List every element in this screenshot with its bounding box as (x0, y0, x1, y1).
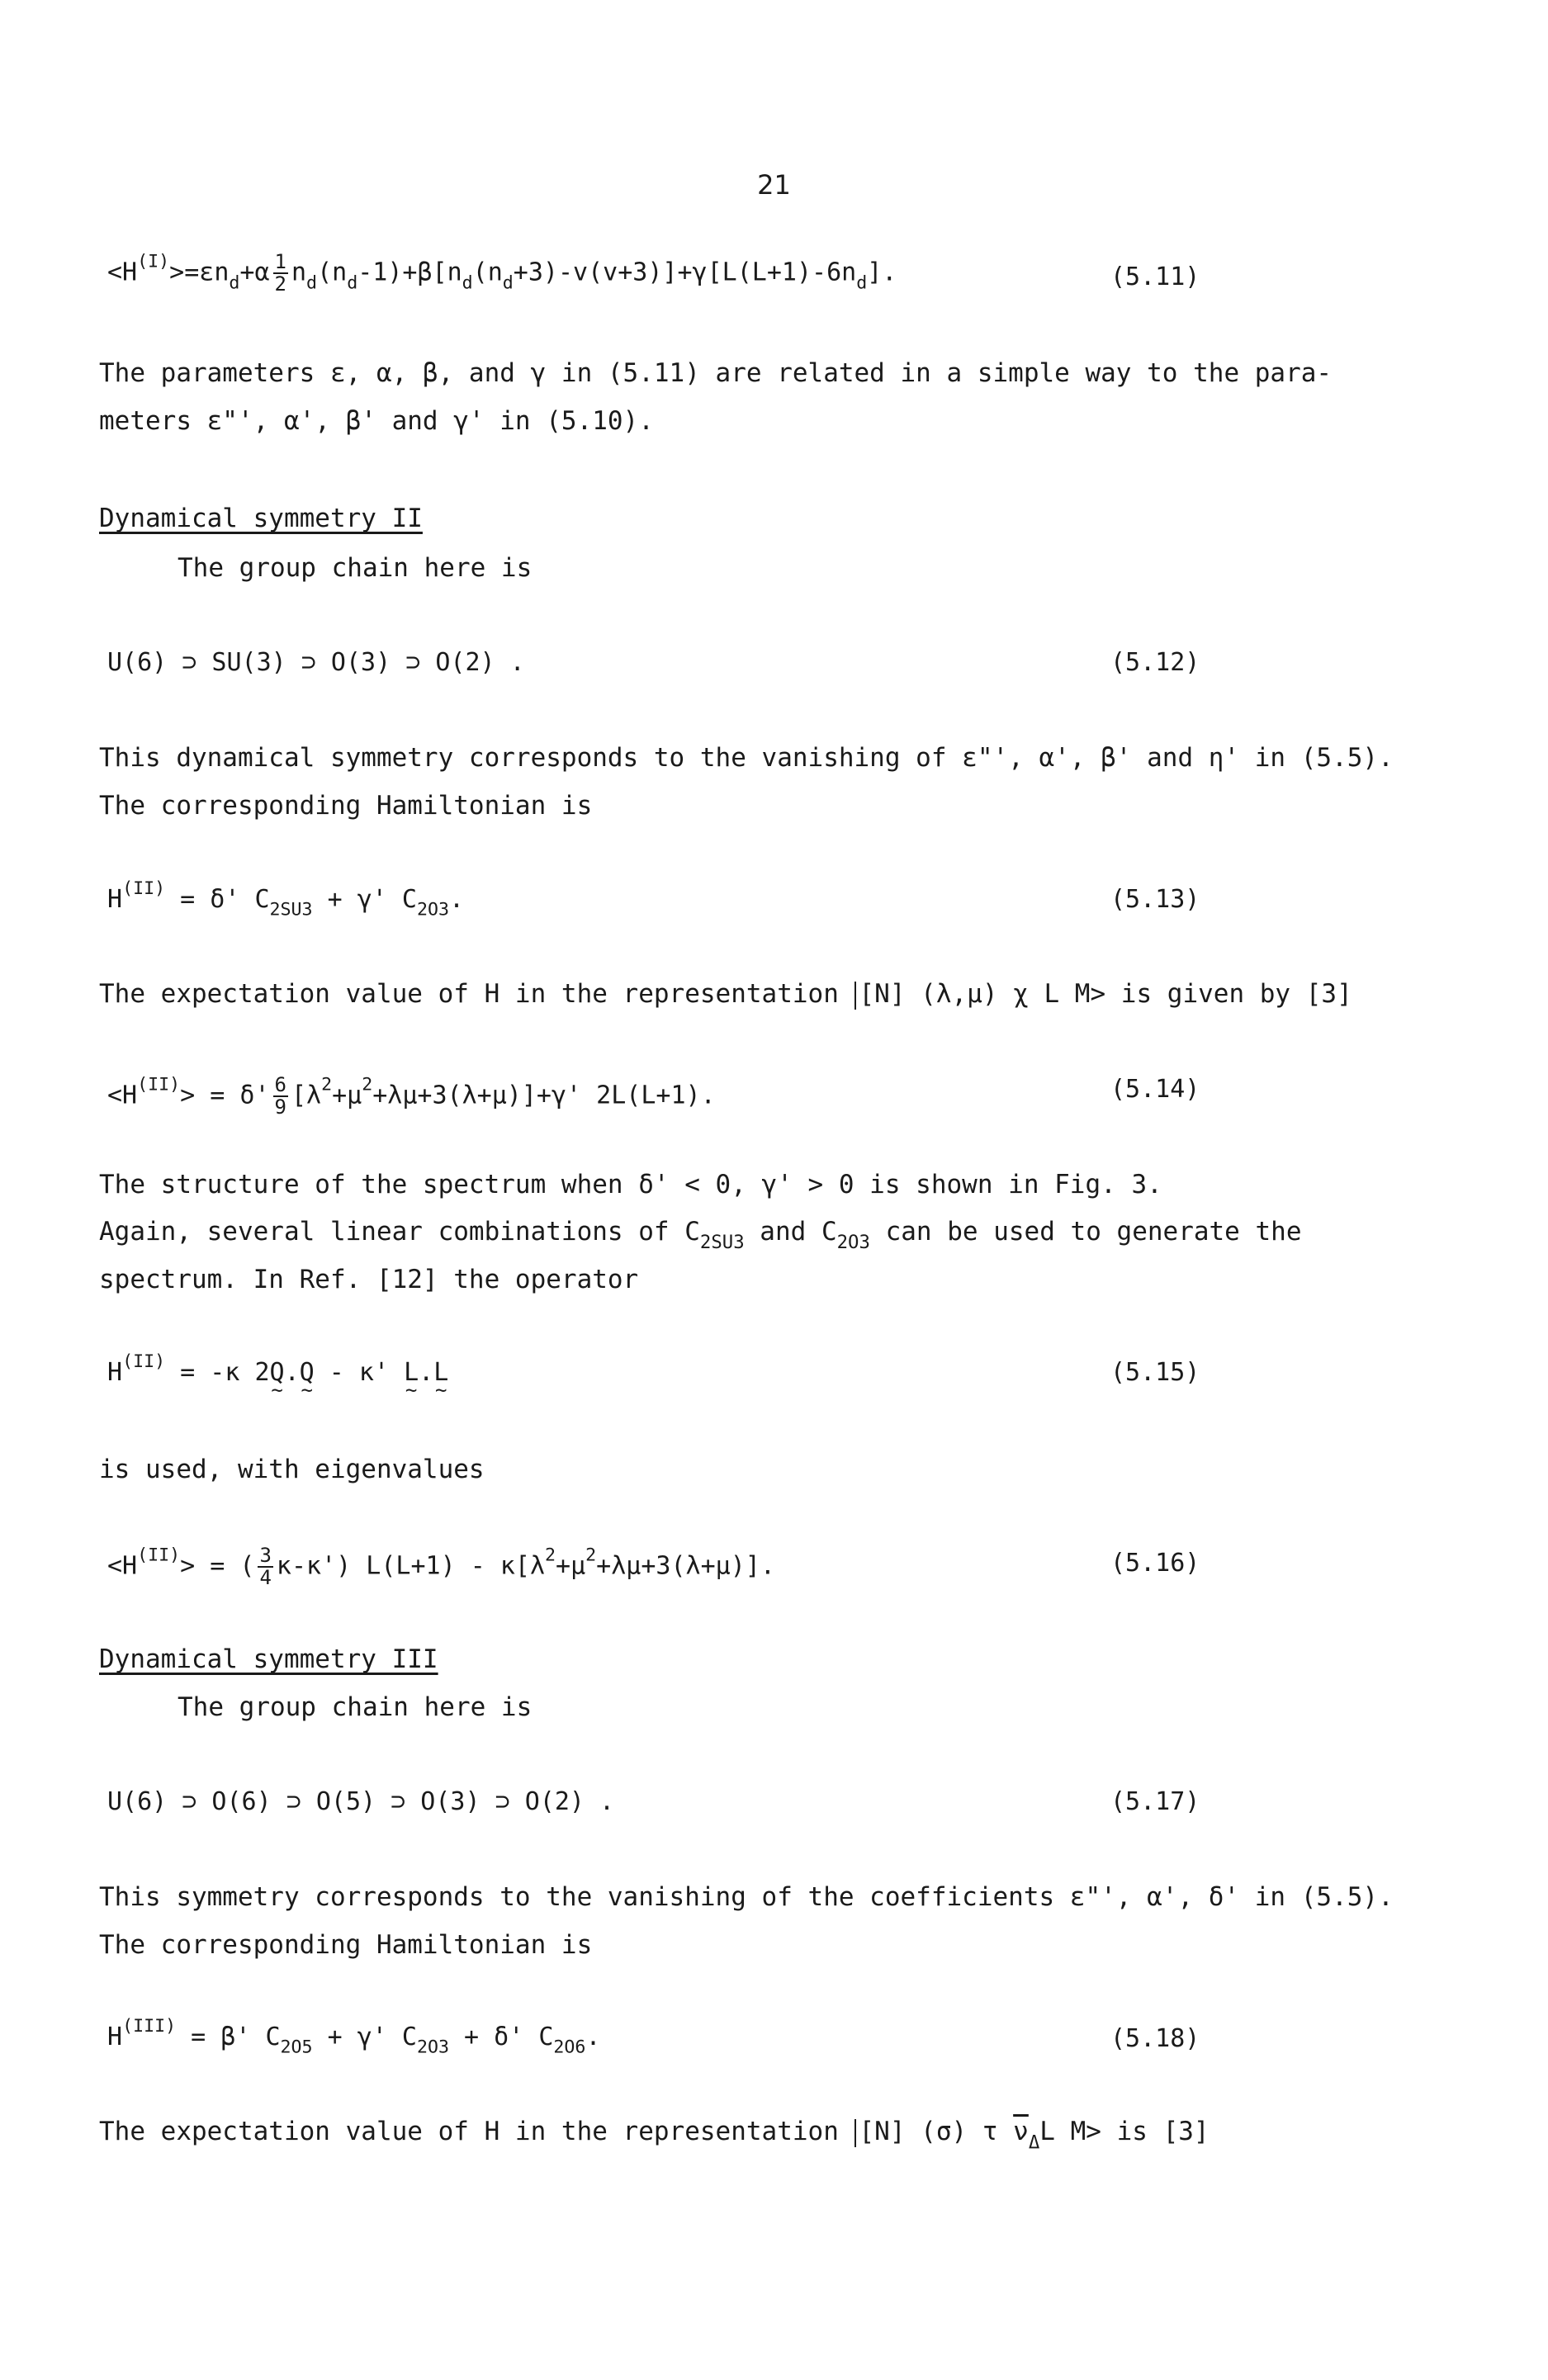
fraction: $\frac{1}{2}$ (274, 250, 286, 296)
paragraph-line: Again, several linear combinations of $C_{2SU3}$ and $C_{2O3}$ can be used to generate the (99, 1217, 1302, 1254)
paragraph-line: The corresponding Hamiltonian is (99, 1930, 593, 1960)
equation-5-14: $<H^{(II)}> = \delta'$ $\frac{6}{9}$ $[\lambda^2+\mu^2+\lambda\mu+3(\lambda+\mu)]+\gamma'$ 2L(L+1). (107, 1073, 716, 1119)
equation-5-13: $H^{(II)} = \delta'$ $C_{2SU3} + \gamma'$ $C_{2O3}$. (107, 878, 465, 920)
section-heading-dynamical-symmetry-iii: Dynamical symmetry III (99, 1644, 438, 1674)
page-number: 21 (757, 169, 791, 201)
paragraph-line: The parameters ε, α, β, and γ in (5.11) are related in a simple way to the para- (99, 358, 1333, 388)
equation-number: (5.17) (1110, 1787, 1200, 1816)
vertical-bar (854, 2119, 856, 2147)
section-heading-dynamical-symmetry-ii: Dynamical symmetry II (99, 504, 423, 533)
paragraph-line: The expectation value of H in the representation [N] (σ) τ $\overline{\nu}_\Delta L$ M> is [3] (99, 2117, 1210, 2154)
paragraph-line: The structure of the spectrum when δ' < 0, γ' > 0 is shown in Fig. 3. (99, 1170, 1162, 1199)
equation-number: (5.18) (1110, 2024, 1200, 2053)
equation-5-15: $H^{(II)} = -\kappa$ 2Q ~.Q ~ - κ' L ~.L ~ (107, 1358, 448, 1387)
paragraph-line: is used, with eigenvalues (99, 1455, 485, 1484)
paragraph-line: The group chain here is (178, 1692, 533, 1722)
paragraph-line: The group chain here is (178, 553, 533, 583)
equation-5-16: $<H^{(II)}>$ = ( $\frac{3}{4}$ κ-κ') $L(L+1) - \kappa[\lambda^2+\mu^2+\lambda\mu+3(\lambda+\mu)]$. (107, 1544, 775, 1590)
equation-number: (5.14) (1110, 1075, 1200, 1104)
paragraph-line: meters ε"', α', β' and γ' in (5.10). (99, 406, 654, 436)
equation-number: (5.11) (1110, 263, 1200, 291)
fraction: $\frac{6}{9}$ (274, 1073, 286, 1119)
equation-number: (5.16) (1110, 1549, 1200, 1578)
equation-number: (5.13) (1110, 885, 1200, 914)
equation-5-12: U(6) ⊃ SU(3) ⊃ O(3) ⊃ O(2) . (107, 648, 525, 677)
equation-5-18: $H^{(III)} = \beta'$ $C_{2O5} + \gamma'$ $C_{2O3} + \delta'$ $C_{2O6}$. (107, 2015, 601, 2058)
paragraph-line: This dynamical symmetry corresponds to the vanishing of ε"', α', β' and η' in (5.5). (99, 743, 1394, 773)
paragraph-line: spectrum. In Ref. [12] the operator (99, 1265, 639, 1294)
vertical-bar (854, 982, 856, 1010)
fraction: $\frac{3}{4}$ (259, 1544, 272, 1590)
paragraph-line: This symmetry corresponds to the vanishing of the coefficients ε"', α', δ' in (5.5). (99, 1882, 1394, 1912)
equation-5-11: $<H^{(I)}>=\varepsilon n_d+\alpha$ $\frac{1}{2}$ $n_d(n_d-1)+\beta[n_d(n_d+3)-v(v+3)]+\gamma[L(L+1)-6n_d]$. (107, 250, 897, 296)
equation-5-17: U(6) ⊃ O(6) ⊃ O(5) ⊃ O(3) ⊃ O(2) . (107, 1787, 615, 1816)
paragraph-line: The expectation value of H in the representation [N] (λ,μ) χ L M> is given by [3] (99, 979, 1352, 1009)
paragraph-line: The corresponding Hamiltonian is (99, 791, 593, 821)
equation-number: (5.12) (1110, 648, 1200, 677)
equation-number: (5.15) (1110, 1358, 1200, 1387)
